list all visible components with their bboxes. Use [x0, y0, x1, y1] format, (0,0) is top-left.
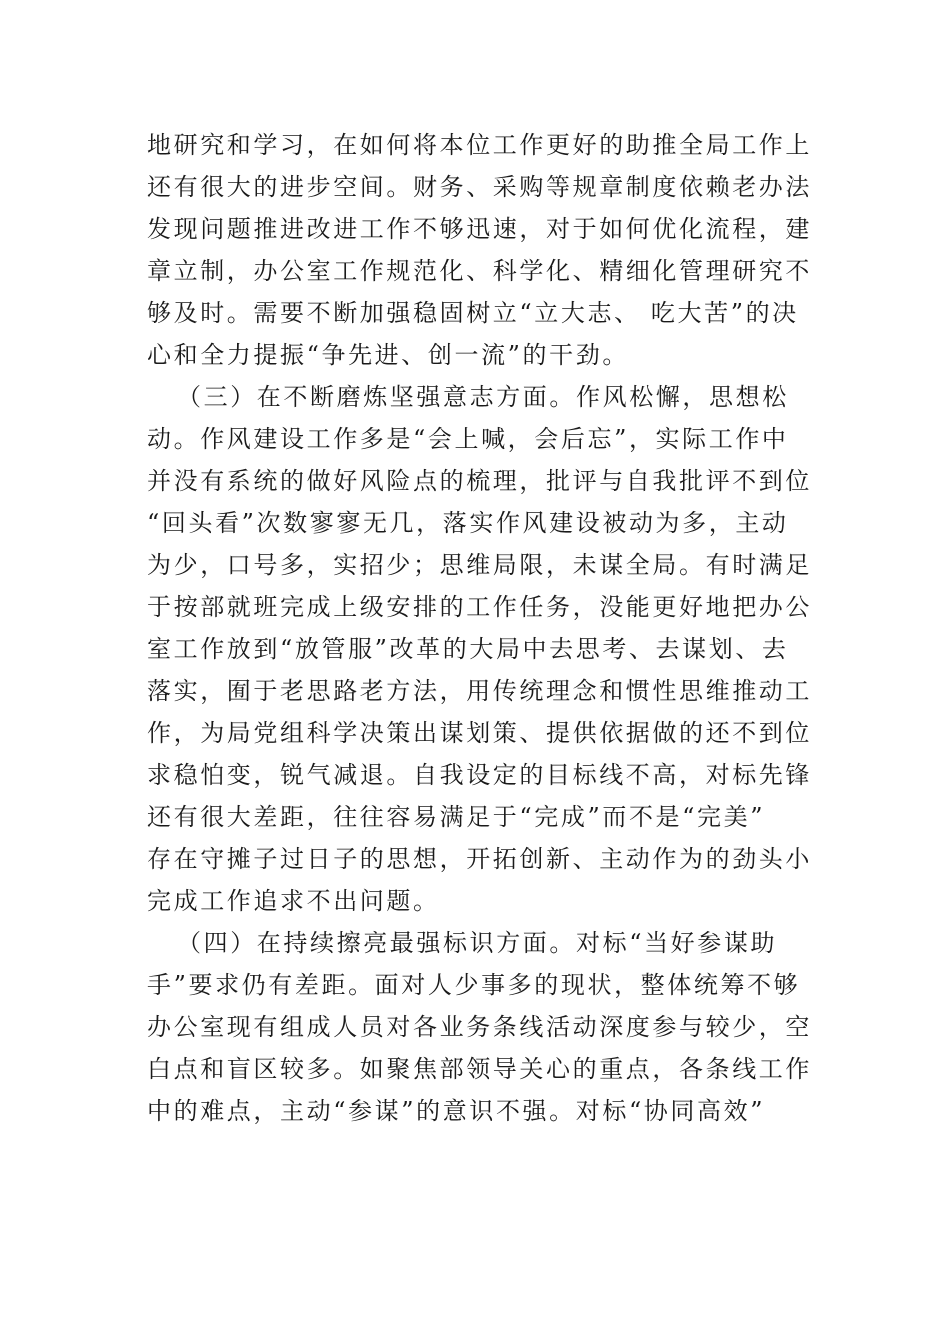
text-line: 还有很大差距，往往容易满足于“完成”而不是“完美”: [147, 803, 766, 831]
text-line: 章立制，办公室工作规范化、科学化、精细化管理研究不: [147, 257, 812, 285]
text-line: 还有很大的进步空间。财务、采购等规章制度依赖老办法: [147, 173, 812, 201]
text-line: 动。作风建设工作多是“会上喊，会后忘”，实际工作中: [147, 425, 789, 453]
text-line: 于按部就班完成上级安排的工作任务，没能更好地把办公: [147, 593, 812, 621]
text-line: 求稳怕变，锐气减退。自我设定的目标线不高，对标先锋: [147, 761, 812, 789]
text-line: 作，为局党组科学决策出谋划策、提供依据做的还不到位: [147, 719, 812, 747]
section-three-heading-line: （三）在不断磨炼坚强意志方面。作风松懈，思想松: [177, 383, 789, 411]
text-line: 为少，口号多，实招少；思维局限，未谋全局。有时满足: [147, 551, 812, 579]
text-line: 白点和盲区较多。如聚焦部领导关心的重点，各条线工作: [147, 1055, 812, 1083]
text-line: 并没有系统的做好风险点的梳理，批评与自我批评不到位: [147, 467, 812, 495]
text-line: 地研究和学习，在如何将本位工作更好的助推全局工作上: [147, 131, 812, 159]
text-line: 心和全力提振“争先进、创一流”的干劲。: [147, 341, 629, 369]
body-text: [147, 124, 827, 1132]
text-line: 存在守摊子过日子的思想，开拓创新、主动作为的劲头小: [147, 845, 812, 873]
text-line: 够及时。需要不断加强稳固树立“立大志、 吃大苦”的决: [147, 299, 799, 327]
text-line: 手”要求仍有差距。面对人少事多的现状，整体统筹不够: [147, 971, 801, 999]
text-line: 发现问题推进改进工作不够迅速，对于如何优化流程，建: [147, 215, 812, 243]
text-line: 室工作放到“放管服”改革的大局中去思考、去谋划、去: [147, 635, 789, 663]
section-four-heading-line: （四）在持续擦亮最强标识方面。对标“当好参谋助: [177, 929, 778, 957]
text-line: 落实，囿于老思路老方法，用传统理念和惯性思维推动工: [147, 677, 812, 705]
text-line: 办公室现有组成人员对各业务条线活动深度参与较少，空: [147, 1013, 812, 1041]
text-line: “回头看”次数寥寥无几，落实作风建设被动为多，主动: [147, 509, 789, 537]
text-line: 完成工作追求不出问题。: [147, 887, 440, 915]
text-line: 中的难点，主动“参谋”的意识不强。对标“协同高效”: [147, 1097, 766, 1125]
